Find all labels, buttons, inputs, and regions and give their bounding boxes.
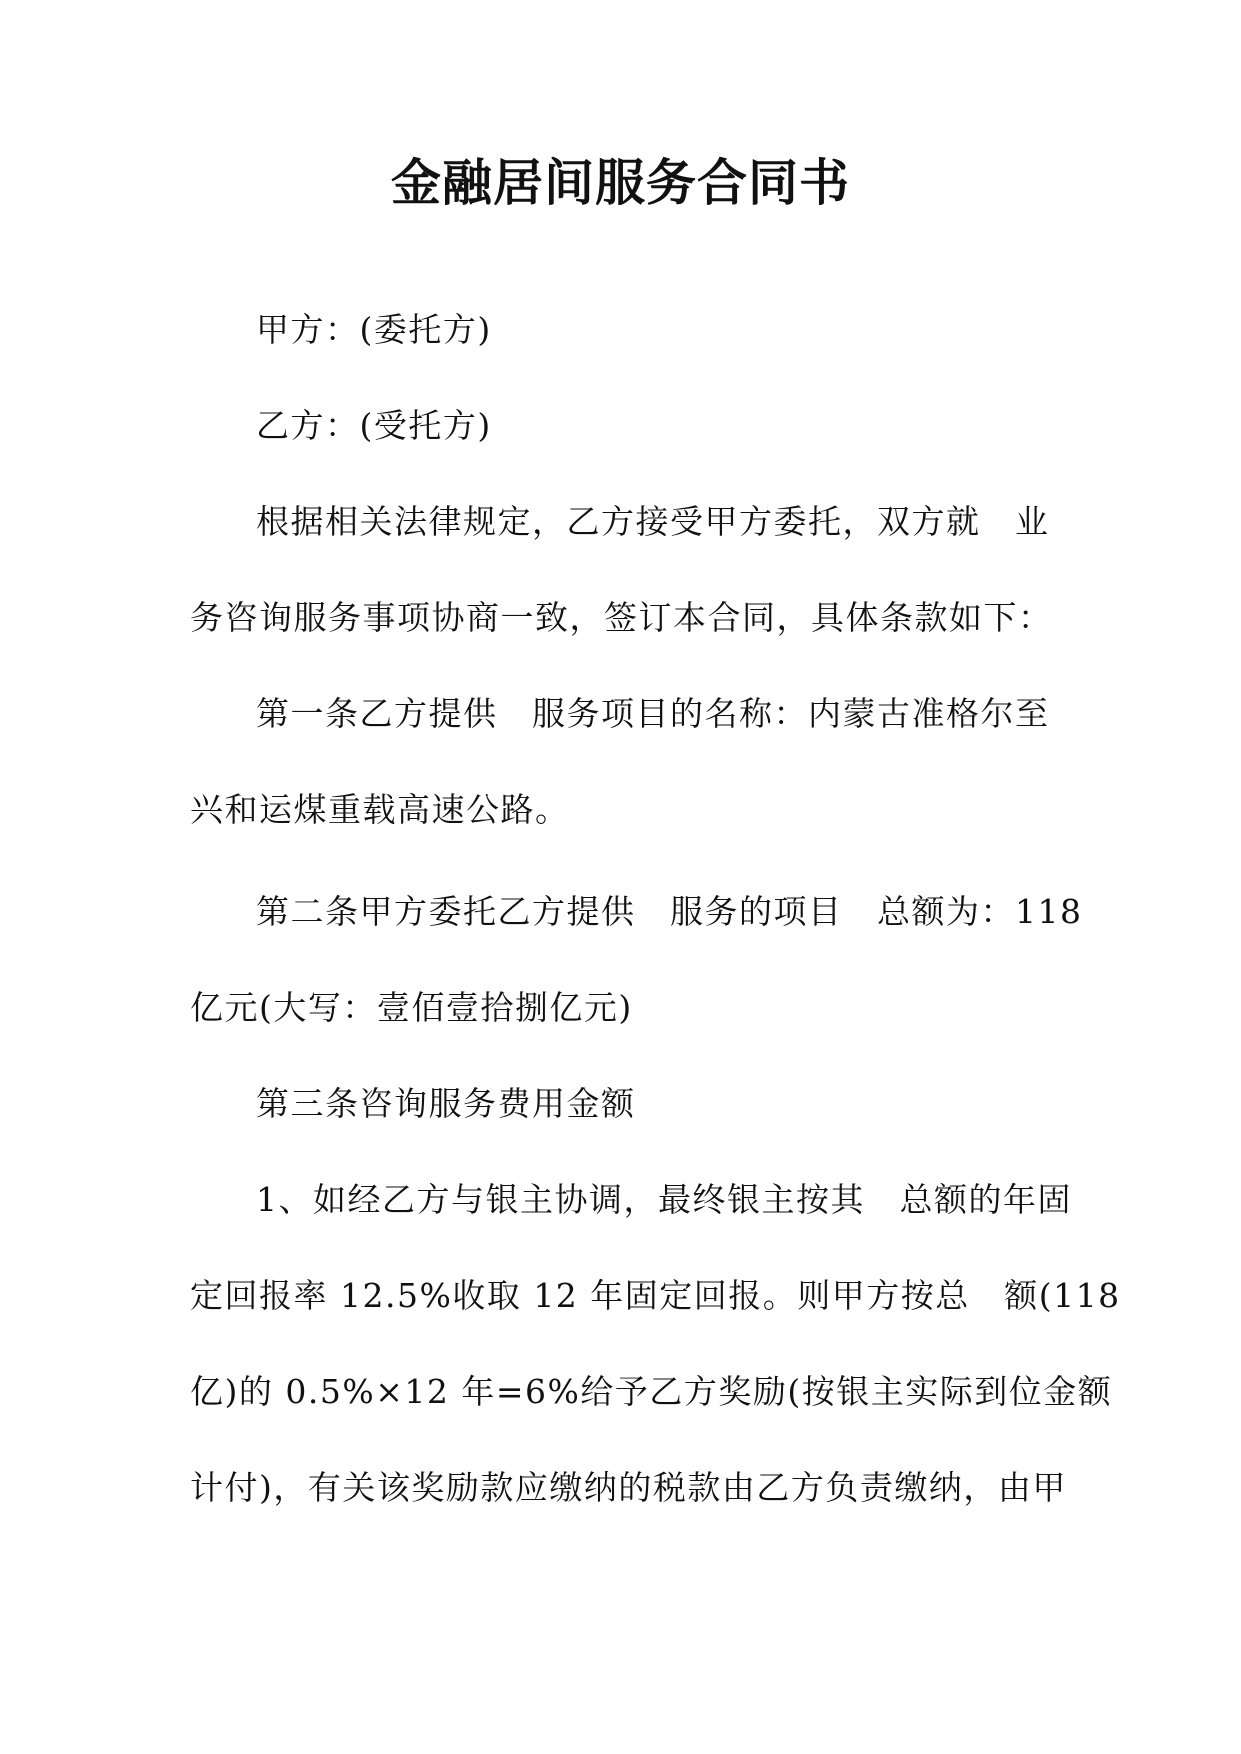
article-1-line-2: 兴和运煤重载高速公路。 [190,790,570,829]
article-1-line-1: 第一条乙方提供 服务项目的名称：内蒙古准格尔至 [256,694,1050,733]
clause-1-line-3: 亿)的 0.5%×12 年=6%给予乙方奖励(按银主实际到位金额 [190,1372,1113,1411]
clause-1-line-2: 定回报率 12.5%收取 12 年固定回报。则甲方按总 额(118 [190,1276,1121,1315]
article-2-line-1: 第二条甲方委托乙方提供 服务的项目 总额为：118 [256,892,1083,931]
preamble-line-1: 根据相关法律规定，乙方接受甲方委托，双方就 业 [256,502,1050,541]
party-a-line: 甲方：(委托方) [256,310,492,349]
clause-1-line-4: 计付)，有关该奖励款应缴纳的税款由乙方负责缴纳，由甲 [190,1468,1067,1507]
article-2-line-2: 亿元(大写：壹佰壹拾捌亿元) [190,988,633,1027]
document-title: 金融居间服务合同书 [391,154,850,212]
preamble-line-2: 务咨询服务事项协商一致，签订本合同，具体条款如下： [190,598,1053,637]
clause-1-line-1: 1、如经乙方与银主协调，最终银主按其 总额的年固 [256,1180,1072,1219]
party-b-line: 乙方：(受托方) [256,406,492,445]
article-3-heading: 第三条咨询服务费用金额 [256,1084,636,1123]
